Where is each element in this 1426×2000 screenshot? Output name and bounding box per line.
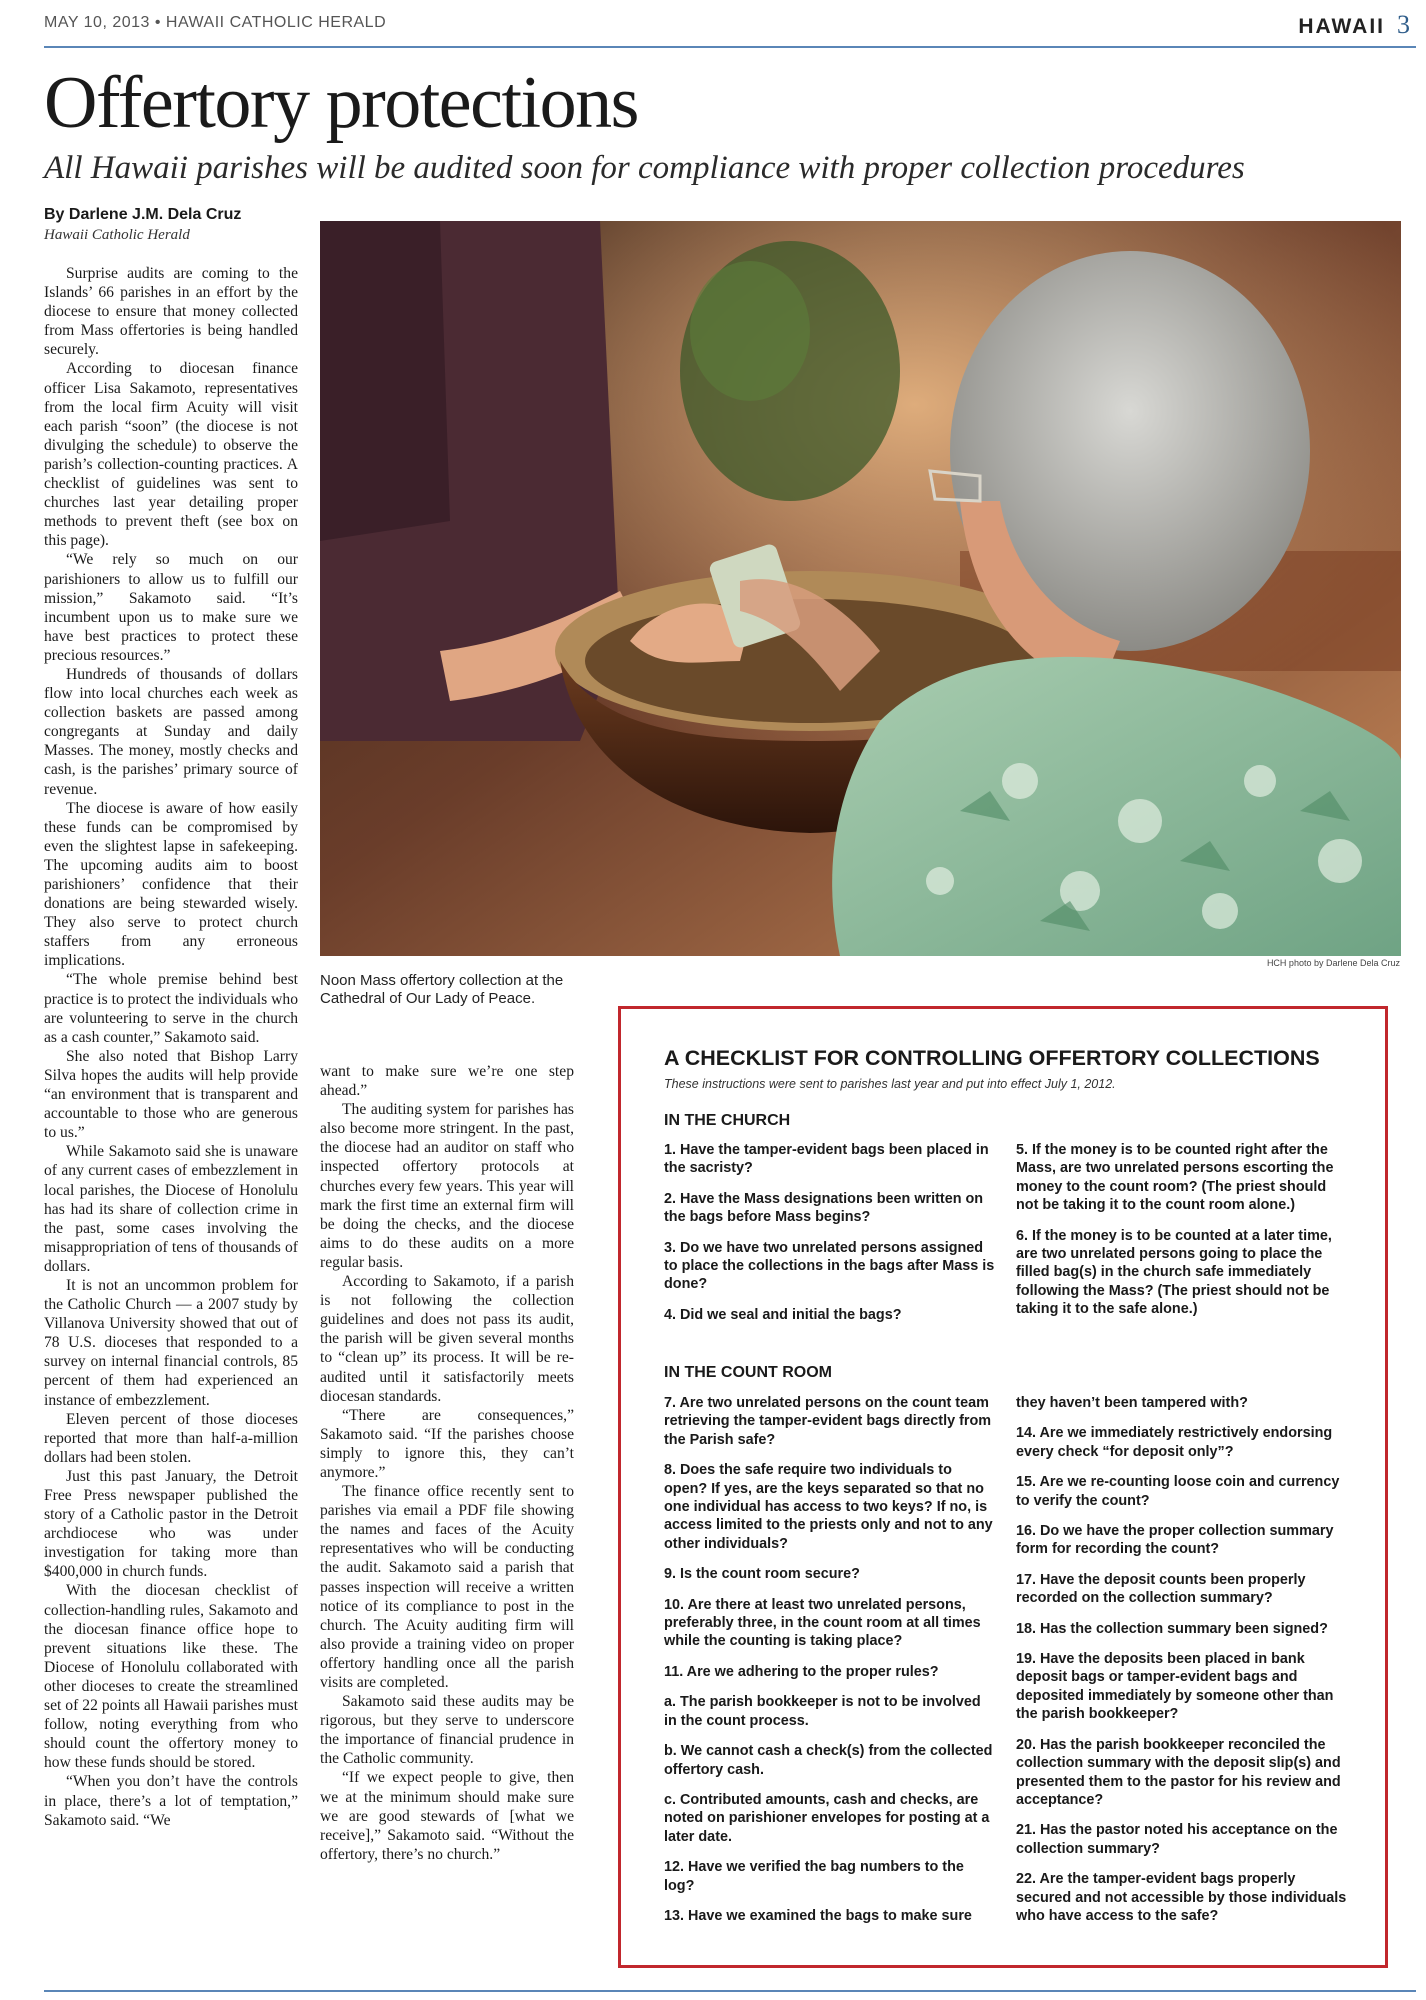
byline-affiliation: Hawaii Catholic Herald [44,227,190,243]
checklist-item: 6. If the money is to be counted at a later time, are two unrelated persons going to place the filled bag(s) in the church safe immediately following the Mass? (The priest should not be taking it to the safe alone.) [1016,1227,1332,1318]
checklist-item: 19. Have the deposits been placed in bank deposit bags or tamper-evident bags and deposited immediately by someone other than the parish bookkeeper? [1016,1651,1334,1723]
checklist-item: 11. Are we adhering to the proper rules? [664,1663,939,1680]
headline: Offertory protections [44,62,638,144]
paragraph: “The whole premise behind best practice is to protect the individuals who are volunteering to serve in the church as a cash counter,” Sakamoto said. [44,971,298,1046]
count-room-checklist-left [664,1394,996,1937]
paragraph: The diocese is aware of how easily these funds can be compromised by even the slightest lapse in safekeeping. The upcoming audits aim to boost parishioners’ confidence that their donations are being stewarded wisely. They also serve to protect church staffers from any erroneous implications. [44,799,298,970]
church-checklist-right [1016,1141,1350,1331]
paragraph: “We rely so much on our parishioners to allow us to fulfill our mission,” Sakamoto said. “It’s incumbent upon us to make sure we have best practices to protect these precious resources.” [44,551,298,664]
paragraph: Hundreds of thousands of dollars flow into local churches each week as collection baskets are passed among congregants at Sunday and daily Masses. The money, mostly checks and cash, is the parishes’ primary source of revenue. [44,665,298,798]
church-checklist-left [664,1141,996,1336]
subheadline: All Hawaii parishes will be audited soon for compliance with proper collection procedures [44,150,1245,186]
checklist-item: 16. Do we have the proper collection summary form for recording the count? [1016,1523,1334,1558]
checklist-item: 21. Has the pastor noted his acceptance on the collection summary? [1016,1822,1338,1857]
paragraph: Just this past January, the Detroit Free Press newspaper published the story of a Catholic pastor in the Detroit archdiocese who was under investigation for taking more than $400,000 in church funds. [44,1467,298,1581]
checklist-item: 5. If the money is to be counted right after the Mass, are two unrelated persons escorting the money to the count room? (The priest should not be taking it to the count room alone.) [1016,1142,1334,1214]
checklist-item: 9. Is the count room secure? [664,1566,860,1583]
paragraph: She also noted that Bishop Larry Silva hopes the audits will help provide “an environment that is transparent and accountable to those who are generous to us.” [44,1047,298,1142]
photo-credit: HCH photo by Darlene Dela Cruz [1266,958,1400,968]
checklist-item: 22. Are the tamper-evident bags properly secured and not accessible by those individuals who have access to the safe? [1016,1871,1347,1924]
count-room-checklist-right [1016,1394,1350,1937]
section-name: HAWAII [1298,15,1385,38]
paragraph: The auditing system for parishes has also become more stringent. In the past, the diocese had an auditor on staff who inspected offertory protocols at churches every few years. This year will mark the first time an external firm will be doing the checks, and the diocese aims to do these audits on a more regular basis. [320,1101,574,1271]
section-heading-count-room: IN THE COUNT ROOM [664,1364,832,1381]
paragraph: According to diocesan finance officer Lisa Sakamoto, representatives from the local firm Acuity will visit each parish “soon” (the diocese is not divulging the schedule) to observe the parish’s collection-counting practices. A checklist of guidelines was sent to churches last year detailing proper methods to prevent theft (see box on this page). [44,360,298,550]
checklist-item: 17. Have the deposit counts been properly recorded on the collection summary? [1016,1571,1306,1607]
checklist-item: 10. Are there at least two unrelated persons, preferably three, in the count room at all times while the counting is taking place? [664,1596,981,1650]
checklist-item: they haven’t been tampered with? [1016,1395,1248,1411]
byline: By Darlene J.M. Dela Cruz [44,206,242,223]
page-header-right [1298,10,1410,40]
paragraph: It is not an uncommon problem for the Catholic Church — a 2007 study by Villanova University showed that out of 78 U.S. dioceses that responded to a survey on internal financial controls, 85 percent of them had experienced an instance of embezzlement. [44,1276,298,1409]
checklist-item: c. Contributed amounts, cash and checks, are noted on parishioner envelopes for posting at a later date. [664,1791,990,1845]
checklist-title: A CHECKLIST FOR CONTROLLING OFFERTORY COLLECTIONS [664,1046,1320,1070]
checklist-item: 8. Does the safe require two individuals to open? If yes, are the keys separated so that no one individual has access to two keys? If no, is access limited to the priests only and not to any other individuals? [664,1462,993,1552]
checklist-item: 20. Has the parish bookkeeper reconciled the collection summary with the deposit slip(s) and presented them to the pastor for his review and acceptance? [1016,1736,1341,1808]
header-divider [44,46,1416,48]
article-column-1 [44,264,298,1984]
checklist-item: 18. Has the collection summary been signed? [1016,1620,1328,1637]
photo-caption: Noon Mass offertory collection at the Cathedral of Our Lady of Peace. [320,972,564,1007]
paragraph: The finance office recently sent to parishes via email a PDF file showing the names and faces of the Acuity representatives who will be conducting the audit. Sakamoto said a parish that passes inspection will receive a written notice of its compliance to post in the church. The Acuity auditing firm will also provide a training video on proper offertory handling once all the parish visits are completed. [320,1483,574,1691]
paragraph: “There are consequences,” Sakamoto said. “If the parishes choose simply to ignore this, they can’t anymore.” [320,1406,574,1481]
checklist-item: 12. Have we verified the bag numbers to the log? [664,1859,964,1894]
checklist-item: a. The parish bookkeeper is not to be involved in the count process. [664,1694,981,1729]
paragraph: Surprise audits are coming to the Islands’ 66 parishes in an effort by the diocese to ensure that money collected from Mass offertories is being handled securely. [44,265,298,359]
offertory-photo [320,221,1401,956]
paragraph: With the diocesan checklist of collection-handling rules, Sakamoto and the diocesan finance office hope to prevent situations like these. The Diocese of Honolulu collaborated with other dioceses to create the streamlined set of 22 points all Hawaii parishes must follow, noting everything from who should count the offertory money to how these funds should be stored. [44,1582,298,1772]
paragraph: “When you don’t have the controls in place, there’s a lot of temptation,” Sakamoto said. “We [44,1773,298,1829]
checklist-item: b. We cannot cash a check(s) from the collected offertory cash. [664,1743,993,1778]
checklist-item: 1. Have the tamper-evident bags been placed in the sacristy? [664,1142,989,1177]
checklist-item: 7. Are two unrelated persons on the count team retrieving the tamper-evident bags directly from the Parish safe? [664,1395,992,1448]
section-heading-church: IN THE CHURCH [664,1112,791,1129]
paragraph: While Sakamoto said she is unaware of any current cases of embezzlement in local parishes, the Diocese of Honolulu has had its share of collection crime in the past, some cases involving the misappropriation of tens of thousands of dollars. [44,1143,298,1275]
dateline: MAY 10, 2013 • HAWAII CATHOLIC HERALD [44,14,387,31]
checklist-item: 4. Did we seal and initial the bags? [664,1306,902,1323]
checklist-subtitle: These instructions were sent to parishes last year and put into effect July 1, 2012. [664,1077,1116,1091]
checklist-item: 13. Have we examined the bags to make sure [664,1907,972,1924]
paragraph: According to Sakamoto, if a parish is not following the collection guidelines and does not pass its audit, the parish will be given several months to “clean up” its process. It will be re-audited until it satisfactorily meets diocesan standards. [320,1273,574,1405]
checklist-item: 2. Have the Mass designations been written on the bags before Mass begins? [664,1190,984,1226]
paragraph: Sakamoto said these audits may be rigorous, but they serve to underscore the importance of financial prudence in the Catholic community. [320,1693,574,1768]
article-column-2 [320,1062,574,1982]
checklist-item: 15. Are we re-counting loose coin and currency to verify the count? [1016,1474,1340,1509]
checklist-item: 3. Do we have two unrelated persons assigned to place the collections in the bags after Mass is done? [664,1239,995,1293]
paragraph: Eleven percent of those dioceses reported that more than half-a-million dollars had been stolen. [44,1410,298,1466]
footer-divider [44,1990,1416,1992]
paragraph: want to make sure we’re one step ahead.” [320,1063,574,1100]
paragraph: “If we expect people to give, then we at the minimum should make sure we are good stewards of [what we receive],” Sakamoto said. “Without the offertory, there’s no church.” [320,1769,574,1863]
checklist-item: 14. Are we immediately restrictively endorsing every check “for deposit only”? [1016,1425,1333,1460]
page-number: 3 [1397,10,1410,39]
